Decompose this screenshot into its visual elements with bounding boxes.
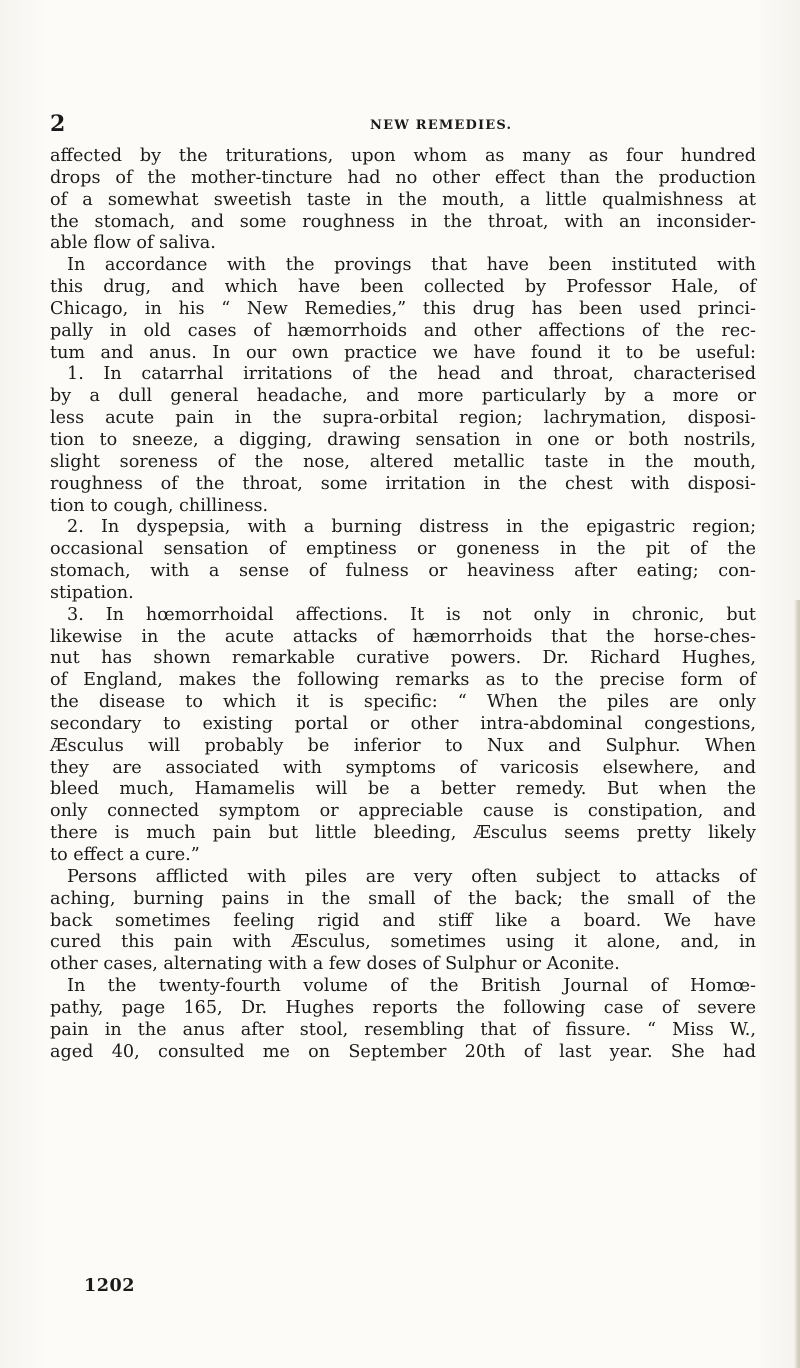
text-line: slight soreness of the nose, altered metallic taste in the mouth, (50, 451, 756, 472)
text-line: occasional sensation of emptiness or goneness in the pit of the (50, 539, 756, 560)
text-line: able flow of saliva. (50, 233, 216, 254)
text-line: 3. In hœmorrhoidal affections. It is not only in chronic, but (67, 604, 756, 625)
text-line: affected by the triturations, upon whom as many as four hundred (50, 146, 756, 166)
text-line: In accordance with the provings that have been instituted with (67, 255, 756, 276)
text-line: they are associated with symptoms of varicosis elsewhere, and (50, 757, 756, 778)
signature-mark: 1202 (84, 1275, 135, 1296)
text-line: the disease to which it is specific: “ When the piles are only (50, 692, 756, 713)
text-line: Chicago, in his “ New Remedies,” this drug has been used princi- (50, 298, 756, 319)
text-line: secondary to existing portal or other intra-abdominal congestions, (50, 713, 756, 734)
text-line: cured this pain with Æsculus, sometimes using it alone, and, in (50, 932, 756, 953)
text-line: nut has shown remarkable curative powers. Dr. Richard Hughes, (50, 648, 756, 669)
text-line: tum and anus. In our own practice we have found it to be useful: (50, 342, 756, 363)
text-line: aching, burning pains in the small of the back; the small of the (50, 888, 756, 909)
text-line: tion to cough, chilliness. (50, 495, 269, 516)
running-head: NEW REMEDIES. (370, 118, 513, 133)
text-line: stomach, with a sense of fulness or heaviness after eating; con- (50, 561, 756, 582)
text-line: stipation. (50, 582, 134, 603)
text-line: to effect a cure.” (50, 845, 200, 865)
text-line: other cases, alternating with a few doses of Sulphur or Aconite. (50, 954, 620, 975)
text-line: back sometimes feeling rigid and stiff like a board. We have (50, 910, 756, 931)
page-header (50, 111, 750, 139)
page-number: 2 (50, 111, 67, 137)
text-line: pathy, page 165, Dr. Hughes reports the following case of severe (50, 997, 756, 1018)
text-line: 2. In dyspepsia, with a burning distress in the epigastric region; (67, 517, 756, 538)
body-text (50, 146, 756, 1063)
text-line: bleed much, Hamamelis will be a better remedy. But when the (50, 779, 756, 800)
text-line: of a somewhat sweetish taste in the mouth, a little qualmishness at (50, 189, 756, 210)
text-line: In the twenty-fourth volume of the British Journal of Homœ- (67, 976, 756, 997)
text-line: 1. In catarrhal irritations of the head and throat, characterised (67, 364, 756, 385)
text-line: pally in old cases of hæmorrhoids and other affections of the rec- (50, 320, 756, 341)
text-line: Persons afflicted with piles are very often subject to attacks of (67, 866, 756, 887)
text-line: likewise in the acute attacks of hæmorrhoids that the horse-ches- (50, 626, 756, 647)
text-line: of England, makes the following remarks as to the precise form of (50, 670, 756, 691)
text-line: drops of the mother-tincture had no other effect than the production (50, 167, 756, 188)
page-edge-shadow (794, 600, 800, 1368)
text-line: this drug, and which have been collected by Professor Hale, of (50, 277, 756, 298)
text-line: roughness of the throat, some irritation in the chest with disposi- (50, 473, 756, 494)
text-line: by a dull general headache, and more particularly by a more or (50, 386, 756, 407)
text-line: less acute pain in the supra-orbital region; lachrymation, disposi- (50, 408, 756, 429)
text-line: Æsculus will probably be inferior to Nux and Sulphur. When (50, 735, 756, 756)
text-line: tion to sneeze, a digging, drawing sensation in one or both nostrils, (50, 429, 756, 450)
text-line: aged 40, consulted me on September 20th of last year. She had (50, 1041, 756, 1062)
text-line: pain in the anus after stool, resembling that of fissure. “ Miss W., (50, 1019, 756, 1040)
text-line: there is much pain but little bleeding, Æsculus seems pretty likely (50, 823, 756, 844)
text-line: only connected symptom or appreciable cause is constipation, and (50, 801, 756, 822)
text-line: the stomach, and some roughness in the throat, with an inconsider- (50, 211, 756, 232)
